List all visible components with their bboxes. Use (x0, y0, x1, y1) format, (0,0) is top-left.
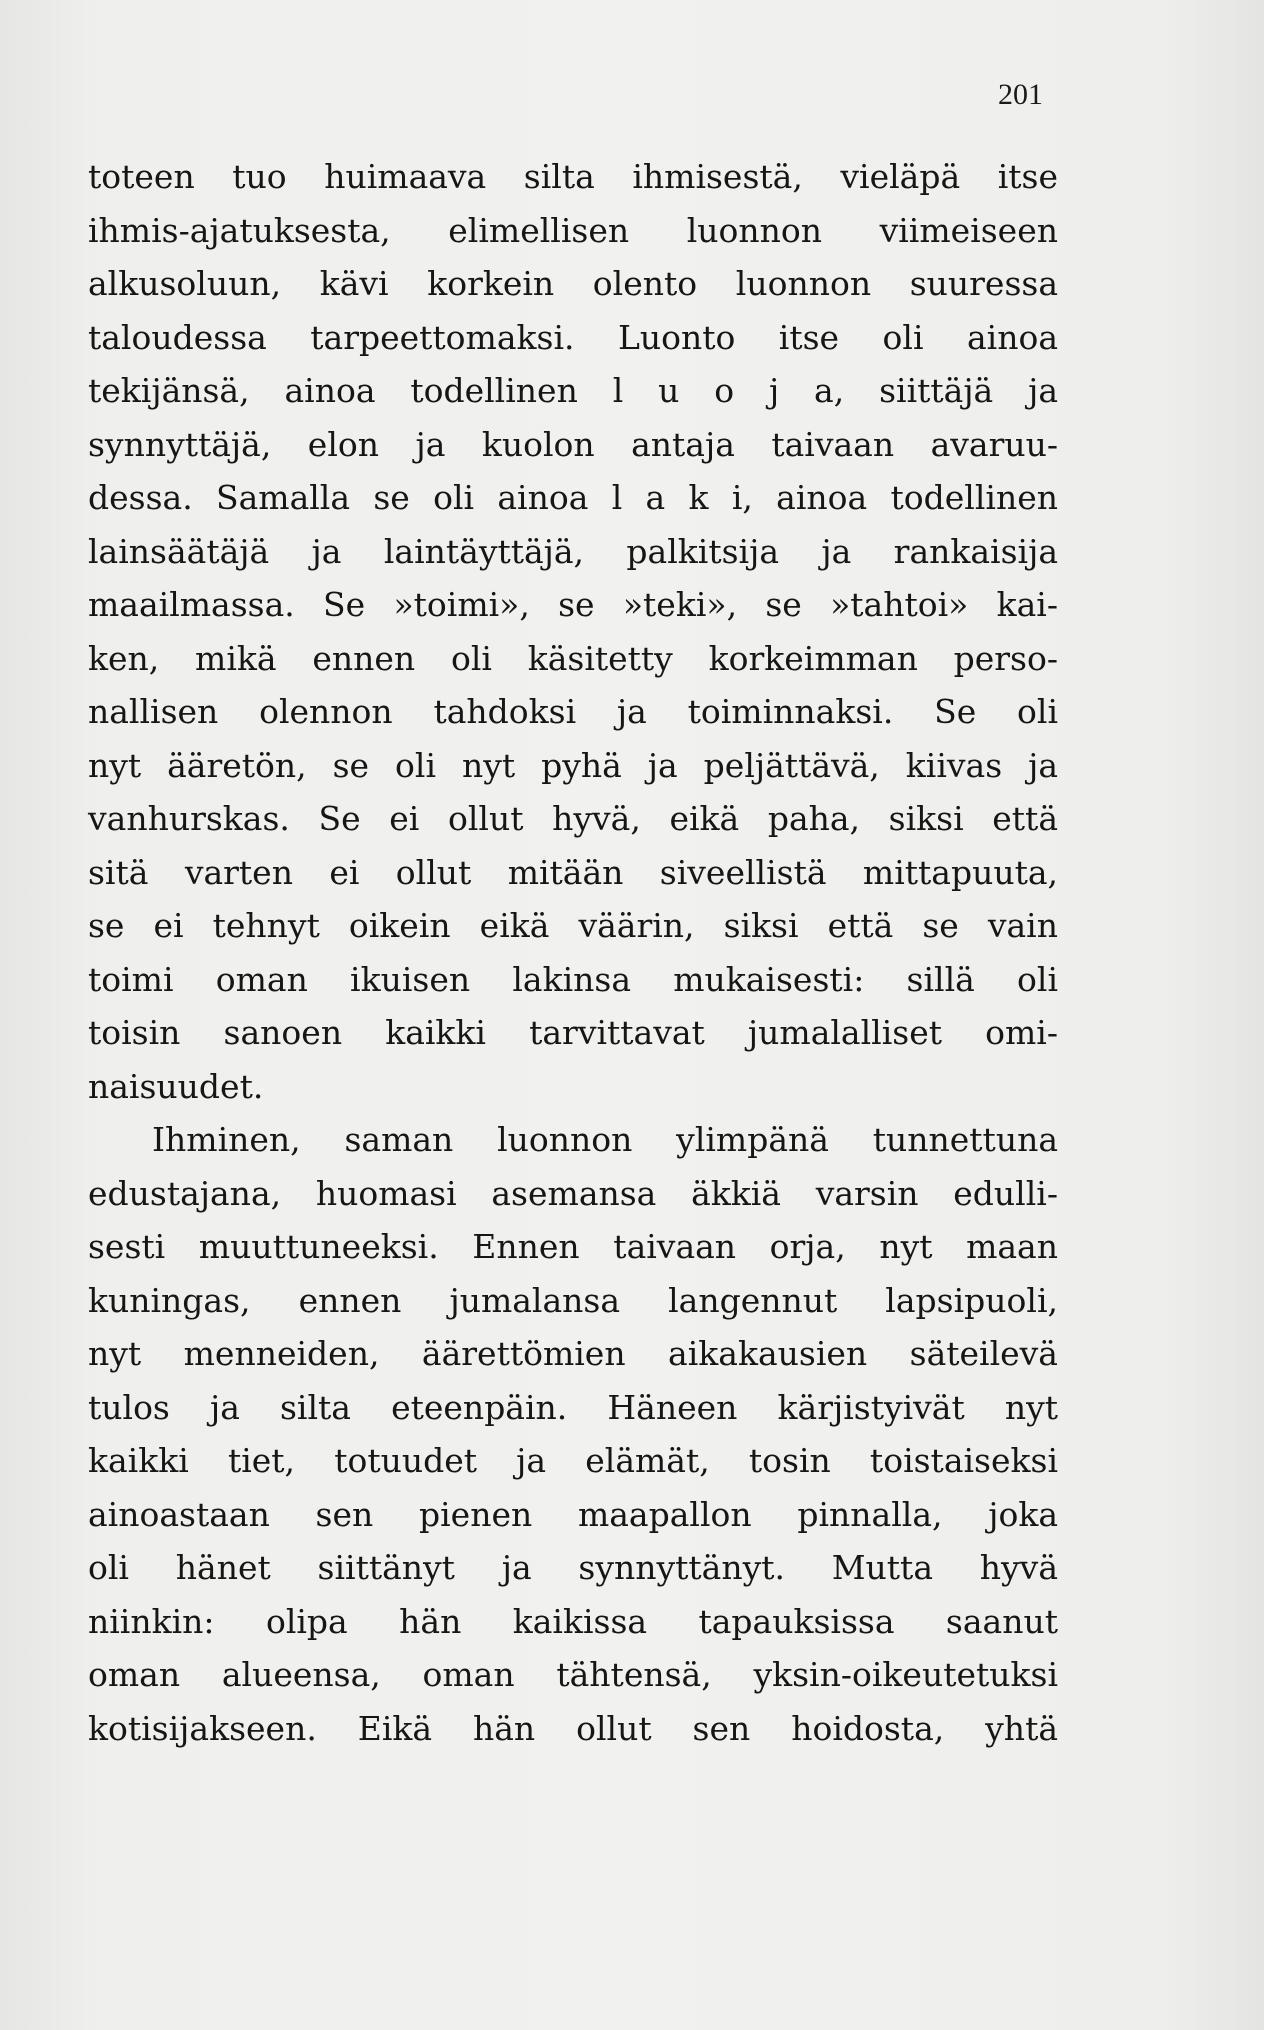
text-line: nallisen olennon tahdoksi ja toiminnaksi. Se oli (88, 692, 1058, 731)
text-line: se ei tehnyt oikein eikä väärin, siksi että se vain (88, 906, 1058, 945)
text-line: nyt ääretön, se oli nyt pyhä ja peljättävä, kiivas ja (88, 745, 1058, 785)
text-line: edustajana, huomasi asemansa äkkiä varsin edulli- (88, 1173, 1058, 1213)
text-line: sitä varten ei ollut mitään siveellistä mittapuuta, (88, 852, 1058, 892)
text-line: sesti muuttuneeksi. Ennen taivaan orja, nyt maan (88, 1227, 1058, 1266)
text-line: niinkin: olipa hän kaikissa tapauksissa saanut (88, 1601, 1058, 1641)
text-line: Ihminen, saman luonnon ylimpänä tunnettuna (152, 1120, 1058, 1159)
text-line: oli hänet siittänyt ja synnyttänyt. Mutta hyvä (88, 1548, 1058, 1587)
page-number: 201 (998, 78, 1043, 111)
text-line: kuningas, ennen jumalansa langennut lapsipuoli, (88, 1280, 1058, 1320)
text-line: oman alueensa, oman tähtensä, yksin-oikeutetuksi (88, 1655, 1058, 1694)
text-line: naisuudet. (88, 1066, 264, 1106)
text-line: toteen tuo huimaava silta ihmisestä, vieläpä itse (88, 157, 1058, 196)
text-line: nyt menneiden, äärettömien aikakausien säteilevä (88, 1334, 1058, 1373)
text-line: tekijänsä, ainoa todellinen l u o j a, siittäjä ja (88, 371, 1058, 410)
text-line: ken, mikä ennen oli käsitetty korkeimman perso- (88, 638, 1058, 678)
text-line: synnyttäjä, elon ja kuolon antaja taivaan avaruu- (88, 424, 1058, 464)
text-line: kaikki tiet, totuudet ja elämät, tosin toistaiseksi (88, 1441, 1058, 1480)
text-line: ainoastaan sen pienen maapallon pinnalla, joka (88, 1494, 1058, 1534)
text-line: lainsäätäjä ja laintäyttäjä, palkitsija ja rankaisija (88, 531, 1058, 571)
body-text (88, 150, 1058, 1755)
text-line: toisin sanoen kaikki tarvittavat jumalalliset omi- (88, 1013, 1058, 1052)
text-line: toimi oman ikuisen lakinsa mukaisesti: sillä oli (88, 959, 1058, 999)
text-line: alkusoluun, kävi korkein olento luonnon suuressa (88, 264, 1058, 303)
text-line: kotisijakseen. Eikä hän ollut sen hoidosta, yhtä (88, 1708, 1058, 1748)
text-line: dessa. Samalla se oli ainoa l a k i, ainoa todellinen (88, 478, 1058, 517)
text-line: ihmis-ajatuksesta, elimellisen luonnon viimeiseen (88, 210, 1058, 250)
text-line: tulos ja silta eteenpäin. Häneen kärjistyivät nyt (88, 1387, 1058, 1427)
text-line: vanhurskas. Se ei ollut hyvä, eikä paha, siksi että (88, 799, 1058, 838)
text-line: maailmassa. Se »toimi», se »teki», se »tahtoi» kai- (88, 585, 1058, 624)
text-line: taloudessa tarpeettomaksi. Luonto itse oli ainoa (88, 317, 1058, 357)
